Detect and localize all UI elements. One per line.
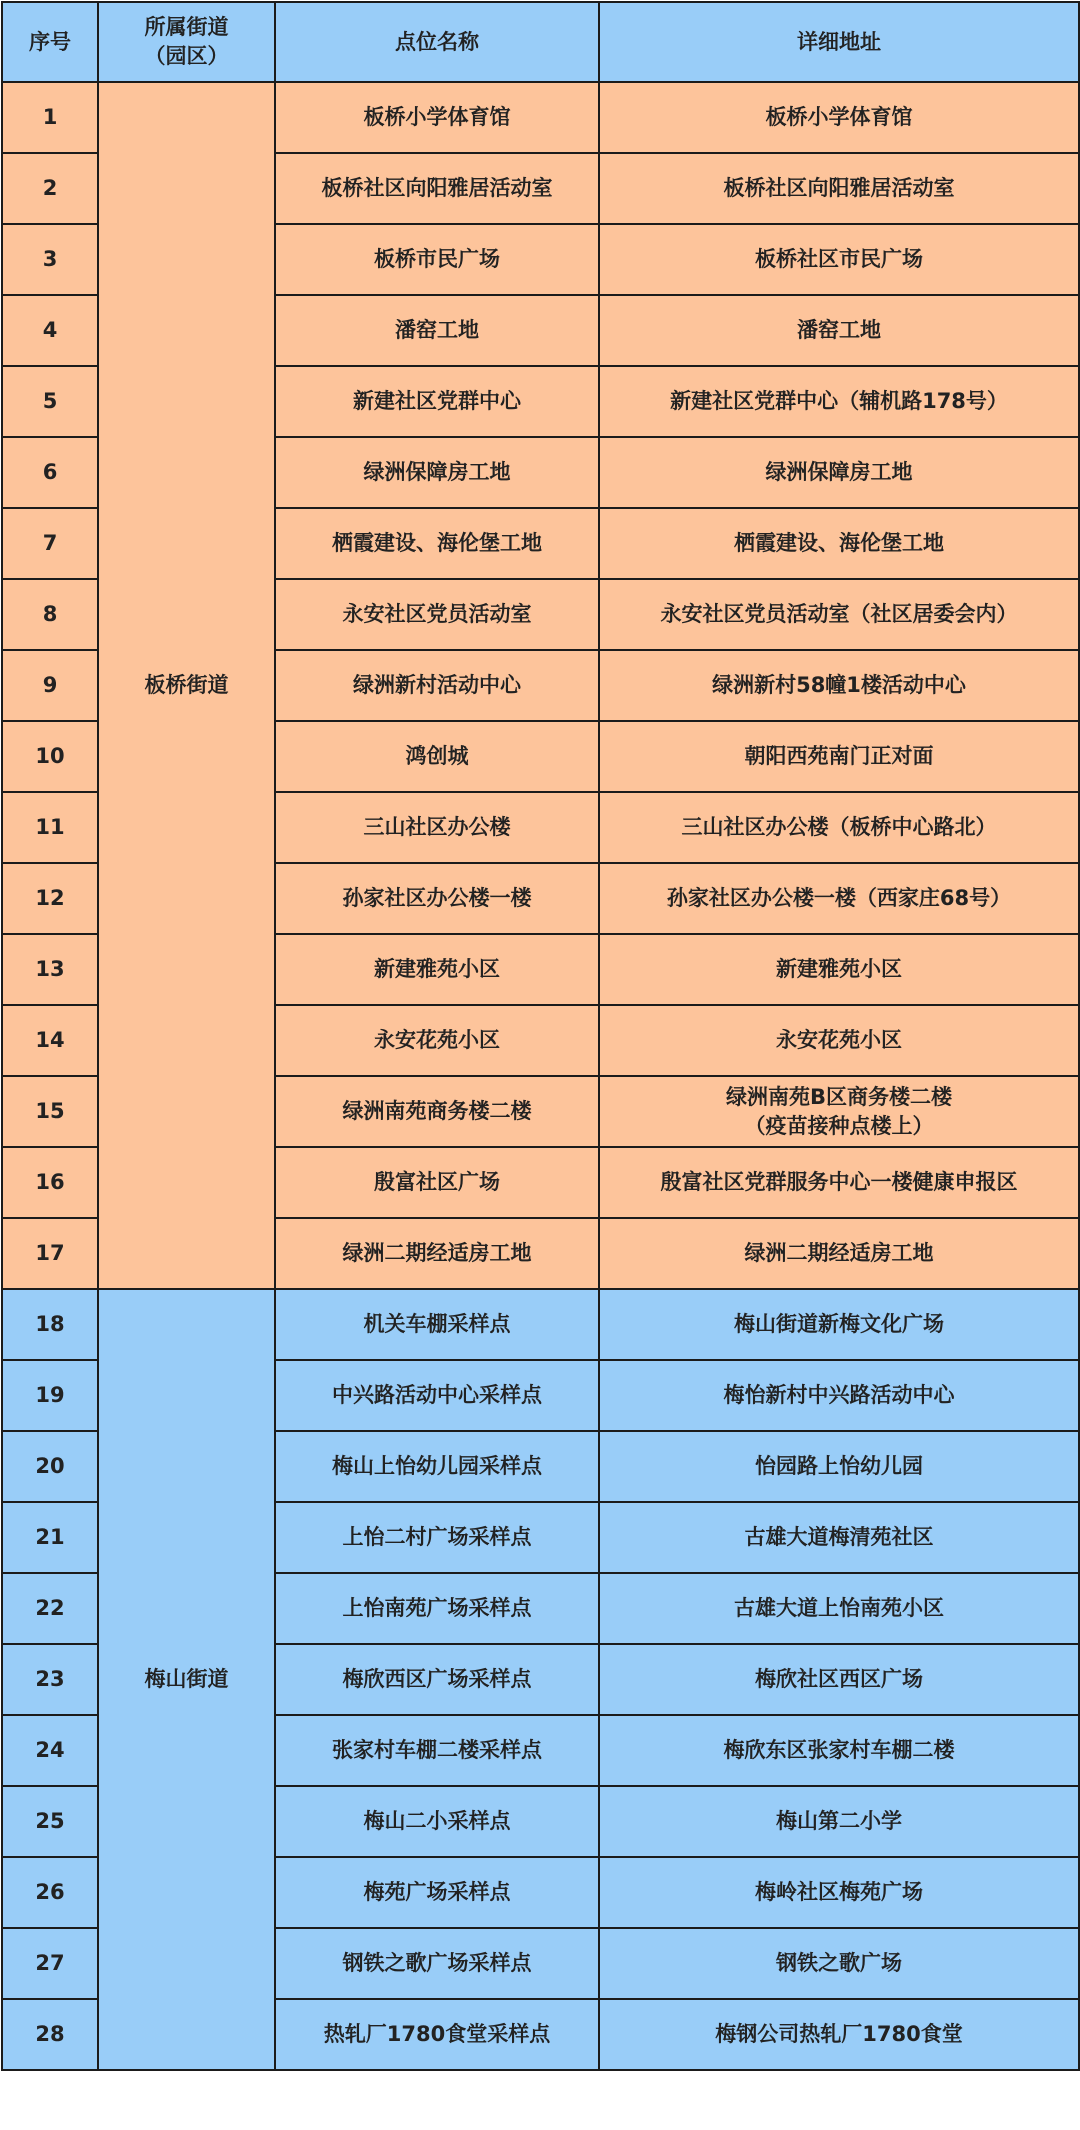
cell-address: 梅山街道新梅文化广场 xyxy=(599,1289,1079,1360)
cell-seq: 1 xyxy=(2,82,98,153)
cell-seq: 23 xyxy=(2,1644,98,1715)
cell-address: 绿洲新村58幢1楼活动中心 xyxy=(599,650,1079,721)
cell-street: 梅山街道 xyxy=(98,1289,275,2070)
cell-seq: 5 xyxy=(2,366,98,437)
cell-point-name: 机关车棚采样点 xyxy=(275,1289,599,1360)
header-street-line2: （园区） xyxy=(144,44,229,68)
cell-point-name: 板桥社区向阳雅居活动室 xyxy=(275,153,599,224)
cell-address-line2: （疫苗接种点楼上） xyxy=(744,1113,934,1138)
cell-seq: 25 xyxy=(2,1786,98,1857)
cell-point-name: 绿洲南苑商务楼二楼 xyxy=(275,1076,599,1147)
cell-point-name: 永安花苑小区 xyxy=(275,1005,599,1076)
cell-address: 梅岭社区梅苑广场 xyxy=(599,1857,1079,1928)
cell-address: 板桥社区向阳雅居活动室 xyxy=(599,153,1079,224)
sampling-points-table xyxy=(1,1,1080,2071)
cell-seq: 17 xyxy=(2,1218,98,1289)
cell-address: 孙家社区办公楼一楼（西家庄68号） xyxy=(599,863,1079,934)
header-point: 点位名称 xyxy=(275,2,599,82)
cell-seq: 24 xyxy=(2,1715,98,1786)
cell-address: 永安花苑小区 xyxy=(599,1005,1079,1076)
cell-address: 潘窑工地 xyxy=(599,295,1079,366)
cell-address: 永安社区党员活动室（社区居委会内） xyxy=(599,579,1079,650)
cell-point-name: 绿洲新村活动中心 xyxy=(275,650,599,721)
cell-address: 新建社区党群中心（辅机路178号） xyxy=(599,366,1079,437)
cell-seq: 2 xyxy=(2,153,98,224)
cell-point-name: 孙家社区办公楼一楼 xyxy=(275,863,599,934)
cell-seq: 6 xyxy=(2,437,98,508)
cell-address: 梅欣社区西区广场 xyxy=(599,1644,1079,1715)
cell-point-name: 鸿创城 xyxy=(275,721,599,792)
cell-point-name: 中兴路活动中心采样点 xyxy=(275,1360,599,1431)
cell-address: 殷富社区党群服务中心一楼健康申报区 xyxy=(599,1147,1079,1218)
cell-point-name: 板桥市民广场 xyxy=(275,224,599,295)
cell-seq: 16 xyxy=(2,1147,98,1218)
header-seq: 序号 xyxy=(2,2,98,82)
table-row xyxy=(2,82,1079,153)
cell-address: 钢铁之歌广场 xyxy=(599,1928,1079,1999)
cell-seq: 13 xyxy=(2,934,98,1005)
cell-seq: 15 xyxy=(2,1076,98,1147)
cell-address: 栖霞建设、海伦堡工地 xyxy=(599,508,1079,579)
cell-address: 梅欣东区张家村车棚二楼 xyxy=(599,1715,1079,1786)
cell-seq: 10 xyxy=(2,721,98,792)
cell-seq: 7 xyxy=(2,508,98,579)
cell-address: 板桥社区市民广场 xyxy=(599,224,1079,295)
cell-address: 板桥小学体育馆 xyxy=(599,82,1079,153)
cell-point-name: 永安社区党员活动室 xyxy=(275,579,599,650)
header-address: 详细地址 xyxy=(599,2,1079,82)
cell-point-name: 栖霞建设、海伦堡工地 xyxy=(275,508,599,579)
cell-address: 古雄大道梅清苑社区 xyxy=(599,1502,1079,1573)
cell-point-name: 新建雅苑小区 xyxy=(275,934,599,1005)
cell-address: 怡园路上怡幼儿园 xyxy=(599,1431,1079,1502)
cell-seq: 11 xyxy=(2,792,98,863)
cell-point-name: 新建社区党群中心 xyxy=(275,366,599,437)
cell-address: 古雄大道上怡南苑小区 xyxy=(599,1573,1079,1644)
cell-address: 新建雅苑小区 xyxy=(599,934,1079,1005)
cell-point-name: 梅苑广场采样点 xyxy=(275,1857,599,1928)
cell-seq: 22 xyxy=(2,1573,98,1644)
table-header-row xyxy=(2,2,1079,82)
cell-seq: 12 xyxy=(2,863,98,934)
cell-point-name: 上怡南苑广场采样点 xyxy=(275,1573,599,1644)
cell-point-name: 绿洲保障房工地 xyxy=(275,437,599,508)
cell-address: 梅怡新村中兴路活动中心 xyxy=(599,1360,1079,1431)
cell-point-name: 三山社区办公楼 xyxy=(275,792,599,863)
table-body xyxy=(2,82,1079,2070)
cell-seq: 9 xyxy=(2,650,98,721)
cell-point-name: 上怡二村广场采样点 xyxy=(275,1502,599,1573)
cell-point-name: 梅山上怡幼儿园采样点 xyxy=(275,1431,599,1502)
cell-point-name: 潘窑工地 xyxy=(275,295,599,366)
cell-seq: 4 xyxy=(2,295,98,366)
cell-point-name: 板桥小学体育馆 xyxy=(275,82,599,153)
table-row xyxy=(2,1289,1079,1360)
cell-address: 朝阳西苑南门正对面 xyxy=(599,721,1079,792)
cell-address: 三山社区办公楼（板桥中心路北） xyxy=(599,792,1079,863)
cell-address: 绿洲二期经适房工地 xyxy=(599,1218,1079,1289)
cell-address: 梅钢公司热轧厂1780食堂 xyxy=(599,1999,1079,2070)
cell-point-name: 梅山二小采样点 xyxy=(275,1786,599,1857)
cell-seq: 18 xyxy=(2,1289,98,1360)
cell-seq: 26 xyxy=(2,1857,98,1928)
cell-point-name: 钢铁之歌广场采样点 xyxy=(275,1928,599,1999)
cell-seq: 28 xyxy=(2,1999,98,2070)
cell-seq: 20 xyxy=(2,1431,98,1502)
cell-street: 板桥街道 xyxy=(98,82,275,1289)
cell-address-line1: 绿洲南苑B区商务楼二楼 xyxy=(725,1084,952,1109)
cell-point-name: 梅欣西区广场采样点 xyxy=(275,1644,599,1715)
cell-seq: 19 xyxy=(2,1360,98,1431)
cell-seq: 3 xyxy=(2,224,98,295)
cell-address: 梅山第二小学 xyxy=(599,1786,1079,1857)
cell-seq: 27 xyxy=(2,1928,98,1999)
cell-address xyxy=(599,1076,1079,1147)
cell-seq: 21 xyxy=(2,1502,98,1573)
cell-point-name: 殷富社区广场 xyxy=(275,1147,599,1218)
cell-point-name: 绿洲二期经适房工地 xyxy=(275,1218,599,1289)
header-street xyxy=(98,2,275,82)
cell-point-name: 热轧厂1780食堂采样点 xyxy=(275,1999,599,2070)
cell-seq: 14 xyxy=(2,1005,98,1076)
header-street-line1: 所属街道 xyxy=(144,15,229,39)
cell-seq: 8 xyxy=(2,579,98,650)
cell-address: 绿洲保障房工地 xyxy=(599,437,1079,508)
cell-point-name: 张家村车棚二楼采样点 xyxy=(275,1715,599,1786)
